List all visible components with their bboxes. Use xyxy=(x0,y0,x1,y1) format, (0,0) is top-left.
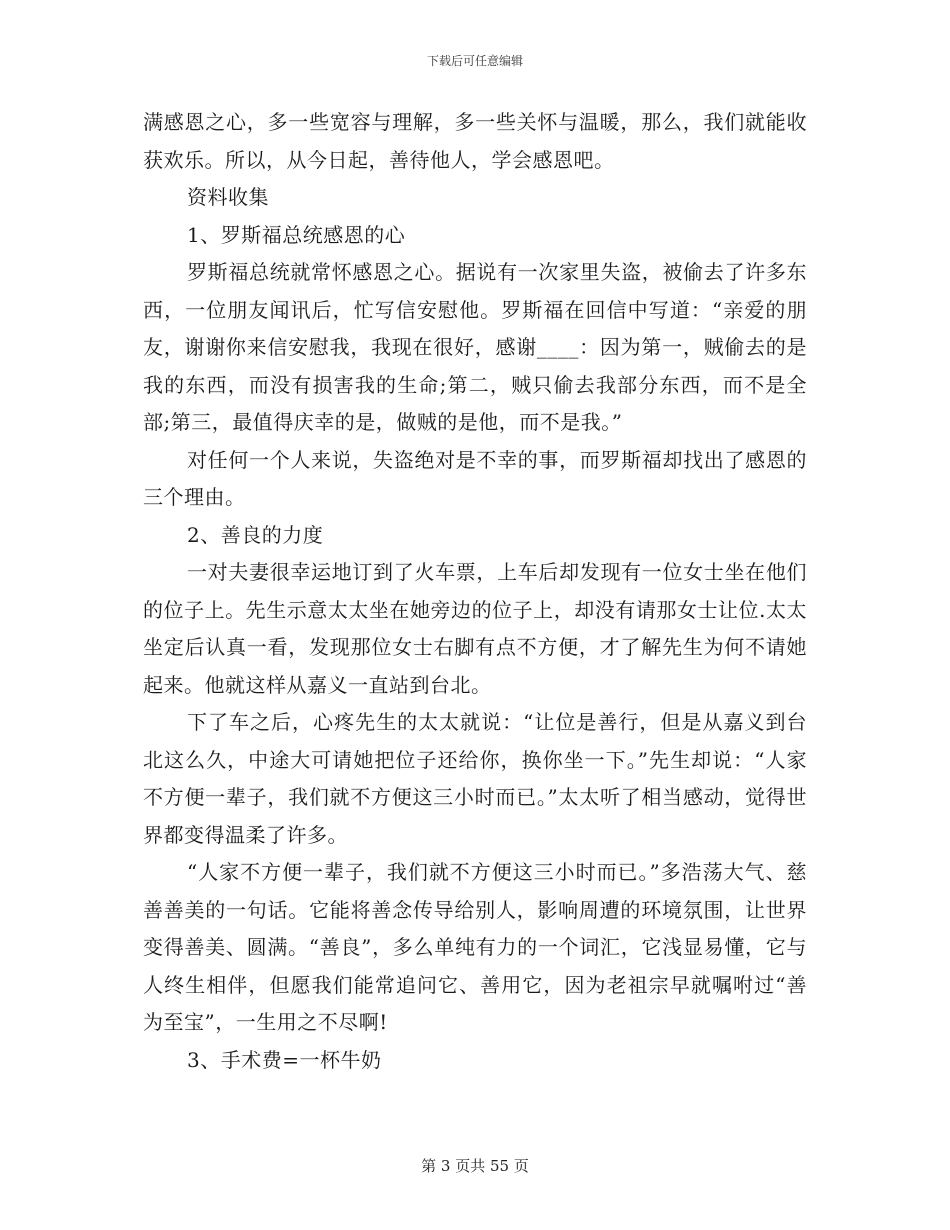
section-heading: 3、手术费=一杯牛奶 xyxy=(187,1047,382,1072)
section-heading: 资料收集 xyxy=(187,185,269,209)
paragraph: 满感恩之心，多一些宽容与理解，多一些关怀与温暖，那么，我们就能收获欢乐。所以，从今日起，善待他人，学会感恩吧。 xyxy=(143,110,807,172)
page-header: 下载后可任意编辑 xyxy=(426,54,523,68)
paragraph: “人家不方便一辈子，我们就不方便这三小时而已。”多浩荡大气、慈善善美的一句话。它能将善念传导给别人，影响周遭的环境氛围，让世界变得善美、圆满。“善良”，多么单纯有力的一个词汇，它浅显易懂，它与人终生相伴，但愿我们能常追问它、善用它，因为老祖宗早就嘱咐过“善为至宝”，一生用之不尽啊! xyxy=(143,860,807,1034)
paragraph: 对任何一个人来说，失盗绝对是不幸的事，而罗斯福却找出了感恩的三个理由。 xyxy=(143,447,807,509)
paragraph: 罗斯福总统就常怀感恩之心。据说有一次家里失盗，被偷去了许多东西，一位朋友闻讯后，忙写信安慰他。罗斯福在回信中写道：“亲爱的朋友，谢谢你来信安慰我，我现在很好，感谢____：因为第一，贼偷去的是我的东西，而没有损害我的生命;第二，贼只偷去我部分东西，而不是全部;第三，最值得庆幸的是，做贼的是他，而不是我。” xyxy=(143,260,807,434)
paragraph: 一对夫妻很幸运地订到了火车票，上车后却发现有一位女士坐在他们的位子上。先生示意太太坐在她旁边的位子上，却没有请那女士让位.太太坐定后认真一看，发现那位女士右脚有点不方便，才了解先生为何不请她起来。他就这样从嘉义一直站到台北。 xyxy=(143,560,807,697)
document-body xyxy=(143,104,807,1079)
paragraph: 下了车之后，心疼先生的太太就说：“让位是善行，但是从嘉义到台北这么久，中途大可请她把位子还给你，换你坐一下。”先生却说：“人家不方便一辈子，我们就不方便这三小时而已。”太太听了相当感动，觉得世界都变得温柔了许多。 xyxy=(143,710,807,847)
page-footer: 第 3 页共 55 页 xyxy=(421,1157,529,1175)
section-heading: 2、善良的力度 xyxy=(187,522,324,547)
section-heading: 1、罗斯福总统感恩的心 xyxy=(187,222,406,247)
